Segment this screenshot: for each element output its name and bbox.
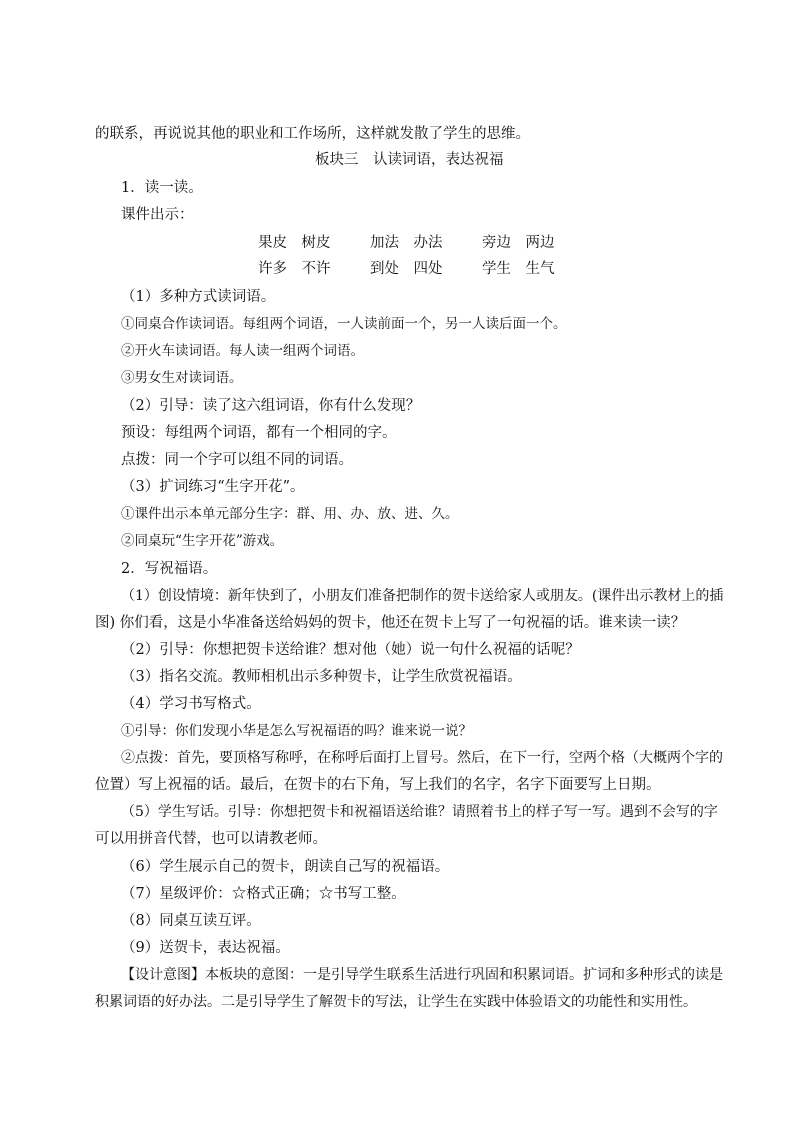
word-pair: 加法 办法	[370, 235, 443, 251]
writing-4: （4）学习书写格式。	[121, 696, 261, 712]
method-3: （3）扩词练习“生字开花”。	[121, 479, 305, 495]
writing-3: （3）指名交流。教师相机出示多种贺卡，让学生欣赏祝福语。	[121, 669, 522, 685]
writing-4a: ①引导：你们发现小华是怎么写祝福语的吗？谁来说一说？	[121, 723, 472, 739]
word-pair: 旁边 两边	[482, 235, 555, 251]
paragraph-continuation: 的联系，再说说其他的职业和工作场所，这样就发散了学生的思维。	[95, 126, 530, 142]
writing-5-line1: （5）学生写话。引导：你想把贺卡和祝福语送给谁？请照着书上的样子写一写。遇到不会写的字	[121, 804, 718, 820]
writing-5-line2: 可以用拼音代替，也可以请教老师。	[95, 831, 327, 847]
word-pair: 许多 不许	[258, 261, 331, 277]
writing-1-line2: 图) 你们看，这是小华准备送给妈妈的贺卡，他还在贺卡上写了一句祝福的话。谁来读一读？	[95, 615, 686, 631]
hint: 点拨：同一个字可以组不同的词语。	[121, 452, 353, 468]
word-pair: 果皮 树皮	[258, 235, 331, 251]
section-heading: 板块三 认读词语，表达祝福	[315, 152, 504, 168]
method-1a: ①同桌合作读词语。每组两个词语，一人读前面一个，另一人读后面一个。	[121, 316, 567, 332]
courseware-label: 课件出示：	[121, 207, 194, 223]
writing-4b-line1: ②点拨：首先，要顶格写称呼，在称呼后面打上冒号。然后，在下一行，空两个格（大概两个字的	[121, 750, 723, 766]
writing-1-line1: （1）创设情境：新年快到了，小朋友们准备把制作的贺卡送给家人或朋友。(课件出示教材上的插	[121, 588, 724, 604]
writing-4b-line2: 位置）写上祝福的话。最后，在贺卡的右下角，写上我们的名字，名字下面要写上日期。	[95, 777, 661, 793]
method-1: （1）多种方式读词语。	[121, 289, 276, 305]
presumption: 预设：每组两个词语，都有一个相同的字。	[121, 425, 397, 441]
step-2-title: 2．写祝福语。	[121, 561, 218, 577]
word-pair: 学生 生气	[482, 261, 555, 277]
method-3b: ②同桌玩“生字开花”游戏。	[121, 533, 284, 549]
word-pair: 到处 四处	[370, 261, 443, 277]
design-intent-line1: 【设计意图】本板块的意图：一是引导学生联系生活进行巩固和积累词语。扩词和多种形式的读是	[121, 967, 723, 983]
writing-7: （7）星级评价：☆格式正确；☆书写工整。	[121, 886, 406, 902]
design-intent-line2: 积累词语的好办法。二是引导学生了解贺卡的写法，让学生在实践中体验语文的功能性和实用性。	[95, 994, 697, 1010]
method-1c: ③男女生对读词语。	[121, 370, 243, 386]
writing-2: （2）引导：你想把贺卡送给谁？想对他（她）说一句什么祝福的话呢？	[121, 642, 580, 658]
writing-9: （9）送贺卡，表达祝福。	[121, 940, 290, 956]
step-1-title: 1．读一读。	[121, 180, 203, 196]
method-2: （2）引导：读了这六组词语，你有什么发现？	[121, 398, 421, 414]
method-1b: ②开火车读词语。每人读一组两个词语。	[121, 343, 364, 359]
writing-6: （6）学生展示自己的贺卡，朗读自己写的祝福语。	[121, 859, 450, 875]
writing-8: （8）同桌互读互评。	[121, 913, 261, 929]
method-3a: ①课件出示本单元部分生字：群、用、办、放、进、久。	[121, 506, 459, 522]
